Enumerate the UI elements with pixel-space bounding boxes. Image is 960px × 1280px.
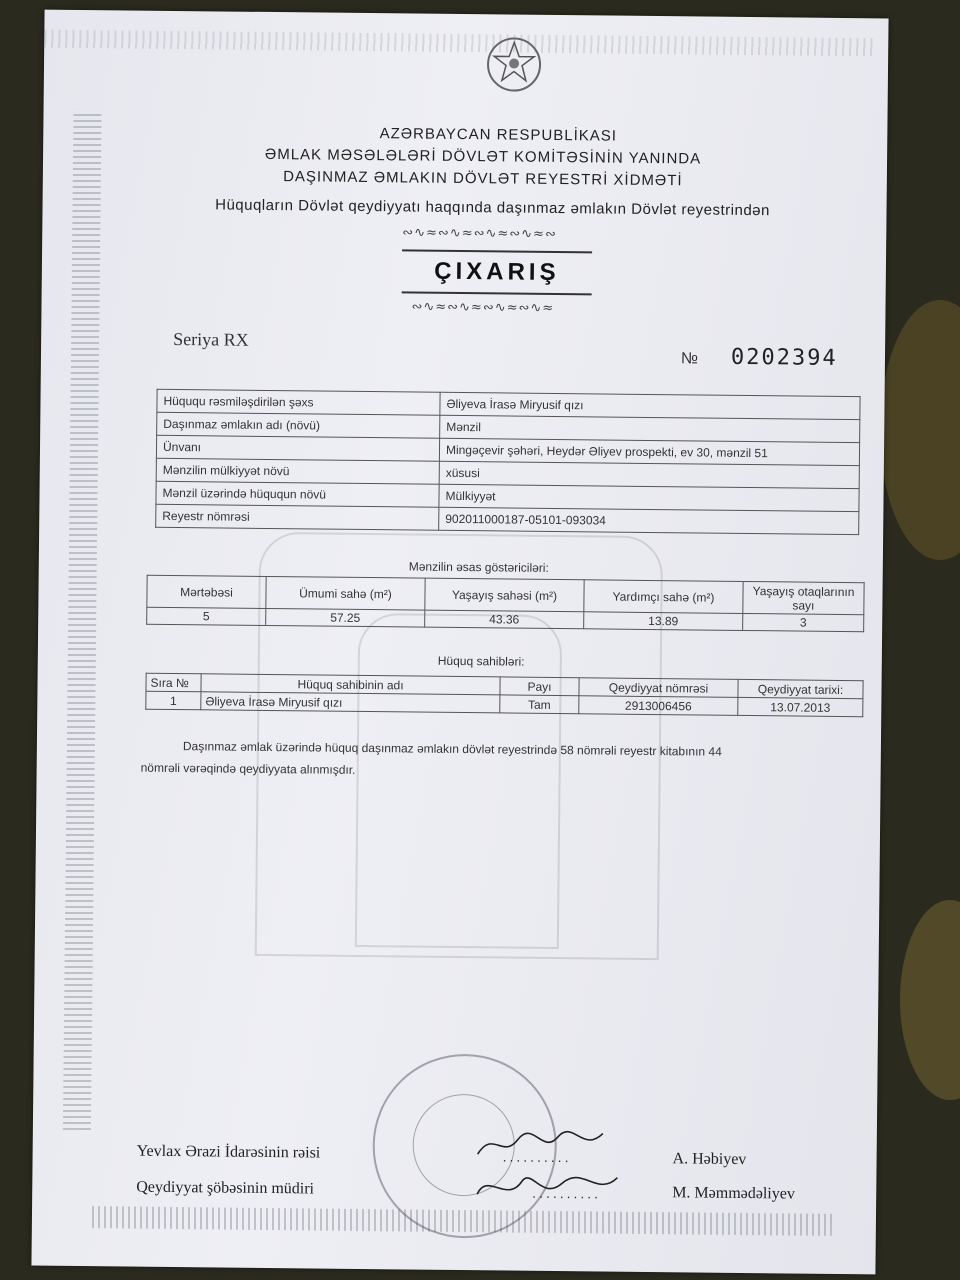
signatory-role: Yevlax Ərazi İdarəsinin rəisi bbox=[136, 1142, 321, 1162]
info-value: Mingəçevir şəhəri, Heydər Əliyev prospekti, ev 30, mənzil 51 bbox=[439, 438, 859, 465]
info-value: xüsusi bbox=[439, 461, 859, 488]
signature-dots: .......... bbox=[502, 1148, 572, 1166]
info-table bbox=[155, 389, 860, 535]
column-header: Ümumi sahə (m²) bbox=[266, 576, 425, 610]
cell: 13.89 bbox=[584, 612, 743, 631]
header-subtitle: Hüquqların Dövlət qeydiyyatı haqqında daşınmaz əmlakın Dövlət reyestrindən bbox=[215, 196, 771, 220]
info-label: Mənzilin mülkiyyət növü bbox=[156, 458, 439, 484]
info-value: 902011000187-05101-093034 bbox=[439, 507, 859, 534]
column-header: Yaşayış otaqlarının sayı bbox=[743, 581, 864, 614]
ornament-top: ∾∿≈∾∿≈∾∿≈∾∿≈∾ bbox=[402, 225, 557, 242]
state-emblem-icon bbox=[484, 34, 545, 95]
column-header: Qeydiyyat tarixi: bbox=[738, 679, 863, 698]
cell: 43.36 bbox=[425, 610, 584, 629]
info-value: Mənzil bbox=[440, 415, 860, 442]
handwritten-signature bbox=[473, 1124, 613, 1165]
document-number: 0202394 bbox=[730, 344, 838, 371]
info-label: Reyestr nömrəsi bbox=[156, 504, 439, 530]
registration-note-line1: Daşınmaz əmlak üzərində hüquq daşınmaz əmlakın dövlət reyestrində 58 nömrəli reyestr kitabının 44 bbox=[182, 739, 722, 759]
title-rule-bottom bbox=[402, 291, 592, 295]
signatory-name: M. Məmmədəliyev bbox=[672, 1184, 795, 1203]
series-label: Seriya RX bbox=[173, 328, 249, 350]
background-texture bbox=[880, 300, 960, 560]
info-value: Əliyeva İrasə Miryusif qızı bbox=[440, 392, 860, 419]
cell: Tam bbox=[500, 695, 579, 714]
title-rule-top bbox=[402, 249, 592, 253]
info-label: Hüququ rəsmiləşdirilən şəxs bbox=[157, 389, 440, 415]
owners-title: Hüquq sahibləri: bbox=[437, 653, 525, 669]
header-service: DAŞINMAZ ƏMLAKIN DÖVLƏT REYESTRİ XİDMƏTİ bbox=[283, 168, 683, 190]
info-label: Daşınmaz əmlakın adı (növü) bbox=[157, 412, 440, 438]
cell: 5 bbox=[147, 607, 266, 625]
signature-dots: .......... bbox=[532, 1184, 602, 1202]
column-header: Yaşayış sahəsi (m²) bbox=[425, 578, 584, 612]
cell: Əliyeva İrasə Miryusif qızı bbox=[201, 692, 500, 713]
cell: 2913006456 bbox=[579, 696, 738, 716]
column-header: Sıra № bbox=[146, 673, 201, 692]
background-texture bbox=[900, 900, 960, 1100]
info-label: Ünvanı bbox=[156, 435, 439, 461]
column-header: Qeydiyyat nömrəsi bbox=[579, 678, 738, 698]
info-value: Mülkiyyət bbox=[439, 484, 859, 511]
handwritten-signature bbox=[472, 1166, 622, 1208]
document-sheet bbox=[31, 10, 888, 1275]
column-header: Hüquq sahibinin adı bbox=[201, 674, 500, 695]
registration-note-line2: nömrəli vərəqində qeydiyyata alınmışdır. bbox=[140, 760, 356, 777]
owners-table bbox=[145, 673, 863, 718]
number-sign: № bbox=[680, 350, 699, 368]
signatory-name: A. Həbiyev bbox=[672, 1150, 747, 1169]
top-ornamental-border bbox=[44, 30, 874, 57]
column-header: Payı bbox=[500, 677, 579, 696]
column-header: Mərtəbəsi bbox=[147, 575, 266, 608]
cell: 3 bbox=[743, 613, 864, 631]
cell: 57.25 bbox=[266, 608, 425, 627]
header-committee: ƏMLAK MƏSƏLƏLƏRİ DÖVLƏT KOMİTƏSİNİN YANINDA bbox=[264, 145, 702, 168]
ornament-bottom: ∾∿≈∾∿≈∾∿≈∾∿≈ bbox=[411, 299, 555, 316]
column-header: Yardımçı sahə (m²) bbox=[584, 580, 743, 614]
cell: 13.07.2013 bbox=[738, 697, 863, 716]
info-label: Mənzil üzərində hüququn növü bbox=[156, 481, 439, 507]
header-republic: AZƏRBAYCAN RESPUBLİKASI bbox=[379, 125, 618, 145]
document-title: ÇIXARIŞ bbox=[434, 257, 560, 287]
signatory-role: Qeydiyyat şöbəsinin müdiri bbox=[136, 1178, 315, 1198]
left-ornamental-border bbox=[63, 110, 102, 1130]
indicators-title: Mənzilin əsas göstəriciləri: bbox=[408, 559, 549, 575]
cell: 1 bbox=[146, 691, 201, 710]
indicators-table bbox=[146, 575, 864, 633]
